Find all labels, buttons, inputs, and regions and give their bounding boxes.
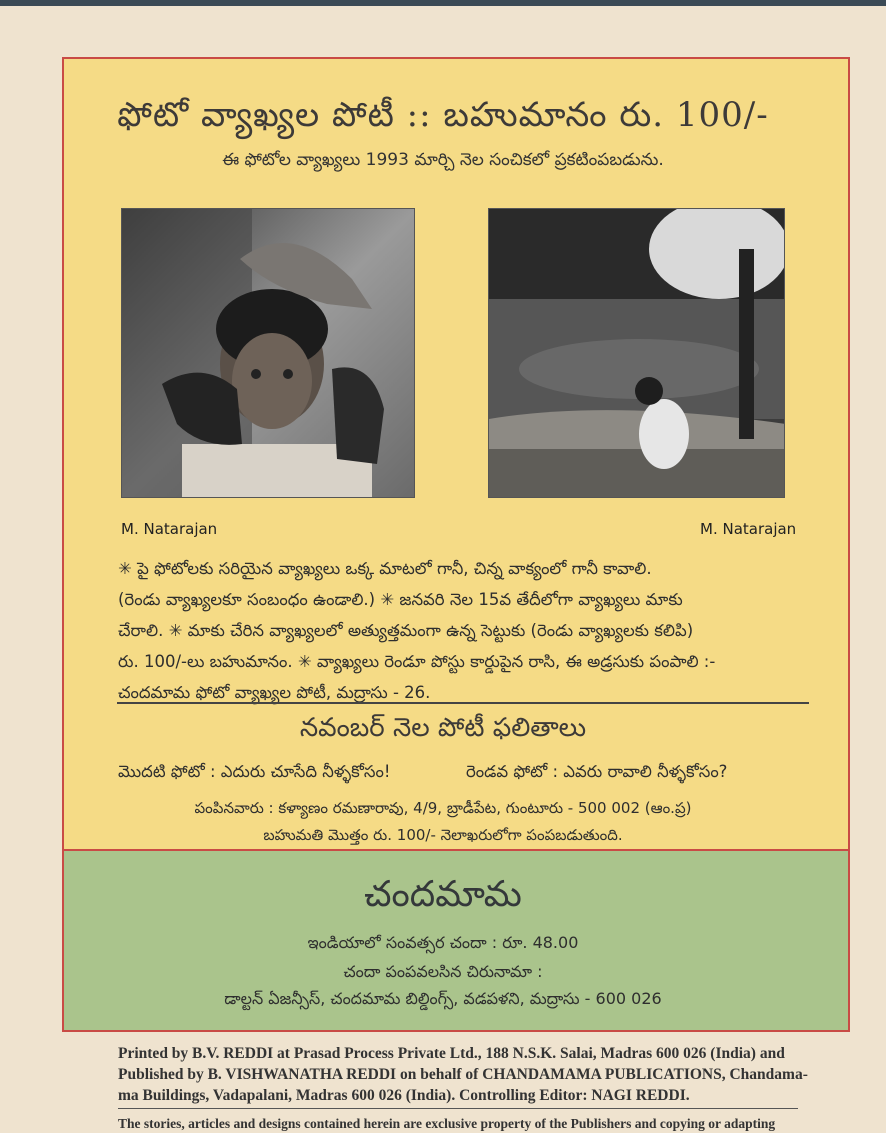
copyright-notice: The stories, articles and designs contained herein are exclusive property of the Publishers and copying or adapting — [118, 1116, 776, 1131]
winner-address: పంపినవారు : కళ్యాణం రమణారావు, 4/9, బ్రాడీపేట, గుంటూరు - 500 002 (ఆం.ప్ర) — [194, 799, 692, 817]
divider — [117, 702, 809, 704]
first-photo-answer: మొదటి ఫోటో : ఎదురు చూసేది నీళ్ళకోసం! — [118, 762, 391, 781]
rule-line: చేరాలి. ✳ మాకు చేరిన వ్యాఖ్యలలో అత్యుత్తమంగా ఉన్న సెట్టుకు (రెండు వ్యాఖ్యలకు కలిపి) — [118, 621, 694, 640]
imprint-line: ma Buildings, Vadapalani, Madras 600 026 (India). Controlling Editor: NAGI REDDI. — [118, 1087, 690, 1104]
subscription-address: డాల్టన్ ఏజన్సీస్, చందమామ బిల్డింగ్స్, వడపళని, మద్రాసు - 600 026 — [224, 989, 662, 1008]
subscription-address-label: చందా పంపవలసిన చిరునామా : — [343, 962, 543, 981]
imprint-line: Published by B. VISHWANATHA REDDI on behalf of CHANDAMAMA PUBLICATIONS, Chandama- — [118, 1066, 808, 1083]
top-edge-bar — [0, 0, 886, 6]
subscription-rate: ఇండియాలో సంవత్సర చందా : రూ. 48.00 — [307, 933, 579, 952]
results-title: నవంబర్ నెల పోటీ ఫలితాలు — [299, 713, 587, 743]
magazine-title: చందమామ — [364, 874, 522, 915]
footer-divider — [118, 1108, 798, 1109]
contest-subtitle: ఈ ఫోటోల వ్యాఖ్యలు 1993 మార్చి నెల సంచికలో ప్రకటింపబడును. — [222, 150, 664, 170]
imprint — [118, 1043, 818, 1106]
contest-title: ఫోటో వ్యాఖ్యల పోటీ :: బహుమానం రు. 100/- — [117, 95, 769, 135]
rule-line: చందమామ ఫోటో వ్యాఖ్యల పోటీ, మద్రాసు - 26. — [118, 683, 431, 702]
rule-line: ✳ పై ఫోటోలకు సరియైన వ్యాఖ్యలు ఒక్క మాటలో గానీ, చిన్న వాక్యంలో గానీ కావాలి. — [118, 559, 652, 578]
photo-boy-by-pond — [488, 208, 785, 498]
rule-line: రు. 100/-లు బహుమానం. ✳ వ్యాఖ్యలు రెండూ పోస్టు కార్డుపైన రాసి, ఈ అడ్రసుకు పంపాలి :- — [118, 652, 716, 671]
rule-line: (రెండు వ్యాఖ్యలకూ సంబంధం ఉండాలి.) ✳ జనవరి నెల 15వ తేదీలోగా వ్యాఖ్యలు మాకు — [118, 590, 683, 609]
photo-credit-left: M. Natarajan — [121, 520, 218, 538]
imprint-line: Printed by B.V. REDDI at Prasad Process Private Ltd., 188 N.S.K. Salai, Madras 600 026 (India) and — [118, 1045, 785, 1062]
photo-boy-with-pigeons — [121, 208, 415, 498]
second-photo-answer: రెండవ ఫోటో : ఎవరు రావాలి నీళ్ళకోసం? — [466, 762, 728, 781]
photo-credit-right: M. Natarajan — [700, 520, 797, 538]
prize-note: బహుమతి మొత్తం రు. 100/- నెలాఖరులోగా పంపబడుతుంది. — [263, 826, 623, 844]
contest-rules — [118, 553, 818, 708]
